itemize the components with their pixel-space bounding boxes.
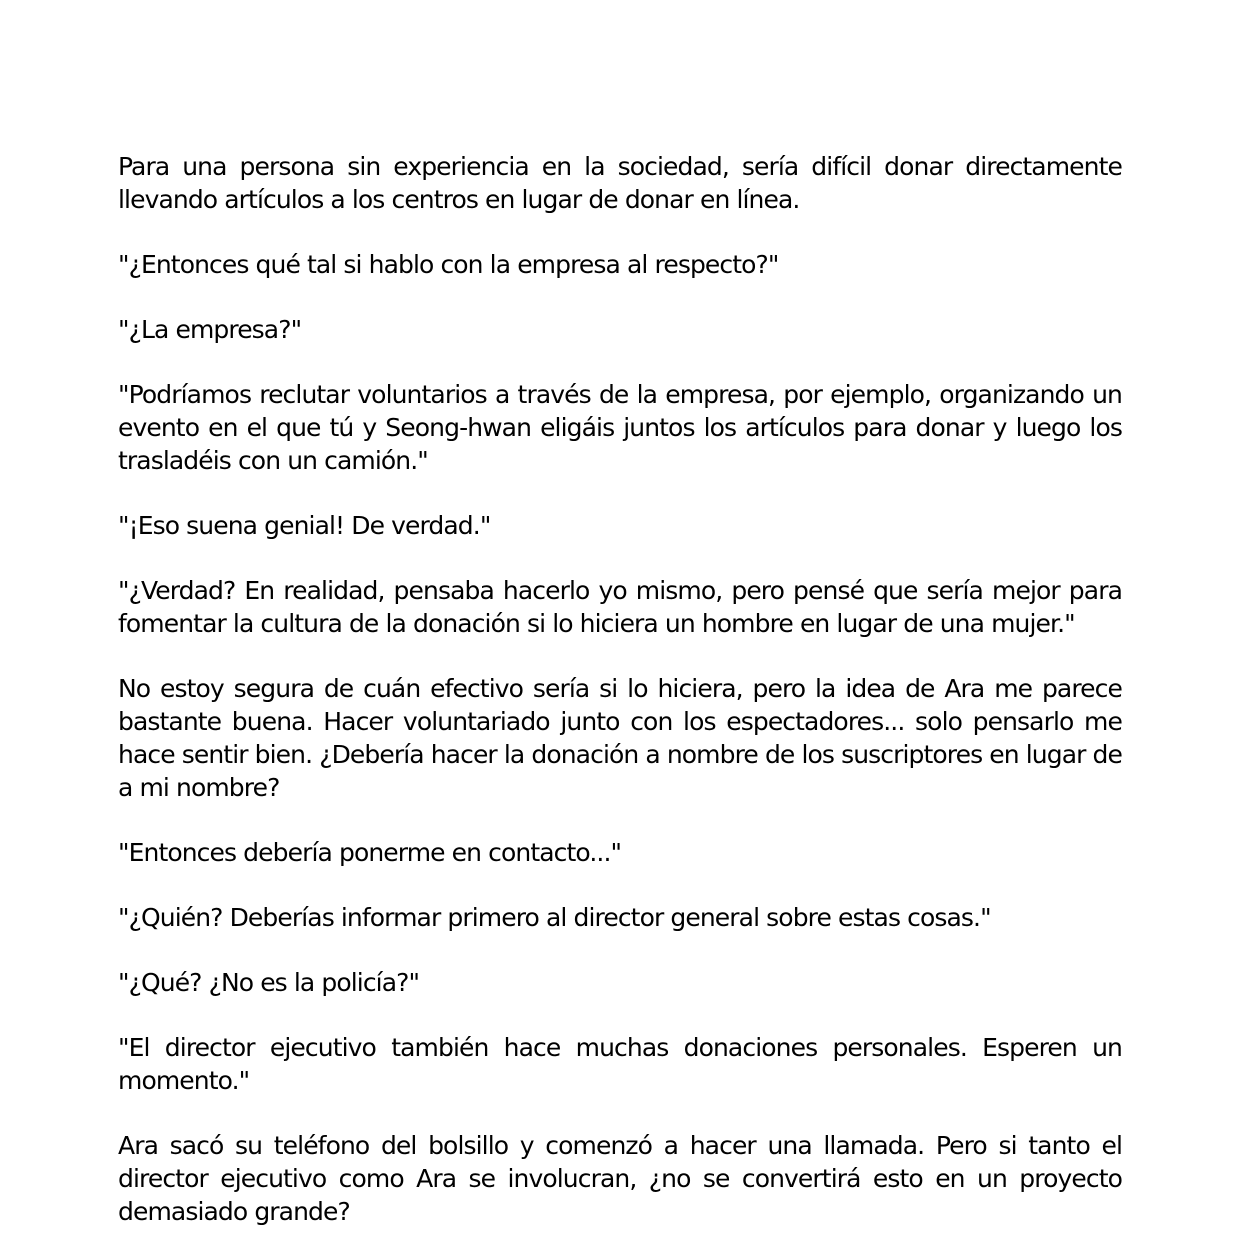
paragraph-dialogue-4: "¡Eso suena genial! De verdad.": [118, 511, 491, 540]
paragraph-dialogue-8: "¿Qué? ¿No es la policía?": [118, 968, 420, 997]
paragraph-dialogue-9: "El director ejecutivo también hace muchas donaciones personales. Esperen un momento.": [118, 1033, 1122, 1095]
paragraph-dialogue-5: "¿Verdad? En realidad, pensaba hacerlo yo mismo, pero pensé que sería mejor para fomentar la cultura de la donación si lo hiciera un hombre en lugar de una mujer.": [118, 576, 1122, 638]
paragraph-dialogue-3: "Podríamos reclutar voluntarios a través de la empresa, por ejemplo, organizando un evento en el que tú y Seong-hwan eligáis juntos los artículos para donar y luego los trasladéis con un camión.": [118, 380, 1122, 475]
paragraph-dialogue-2: "¿La empresa?": [118, 315, 302, 344]
paragraph-narration-1: Para una persona sin experiencia en la sociedad, sería difícil donar directamente llevando artículos a los centros en lugar de donar en línea.: [118, 152, 1122, 214]
document-page: [118, 150, 1122, 1228]
paragraph-dialogue-7: "¿Quién? Deberías informar primero al director general sobre estas cosas.": [118, 903, 991, 932]
paragraph-dialogue-6: "Entonces debería ponerme en contacto...": [118, 838, 622, 867]
paragraph-dialogue-1: "¿Entonces qué tal si hablo con la empresa al respecto?": [118, 250, 779, 279]
paragraph-narration-3: Ara sacó su teléfono del bolsillo y comenzó a hacer una llamada. Pero si tanto el director ejecutivo como Ara se involucran, ¿no se convertirá esto en un proyecto demasiado grande?: [118, 1131, 1122, 1226]
paragraph-narration-2: No estoy segura de cuán efectivo sería si lo hiciera, pero la idea de Ara me parece bastante buena. Hacer voluntariado junto con los espectadores... solo pensarlo me hace sentir bien. ¿Debería hacer la donación a nombre de los suscriptores en lugar de a mi nombre?: [118, 674, 1123, 802]
